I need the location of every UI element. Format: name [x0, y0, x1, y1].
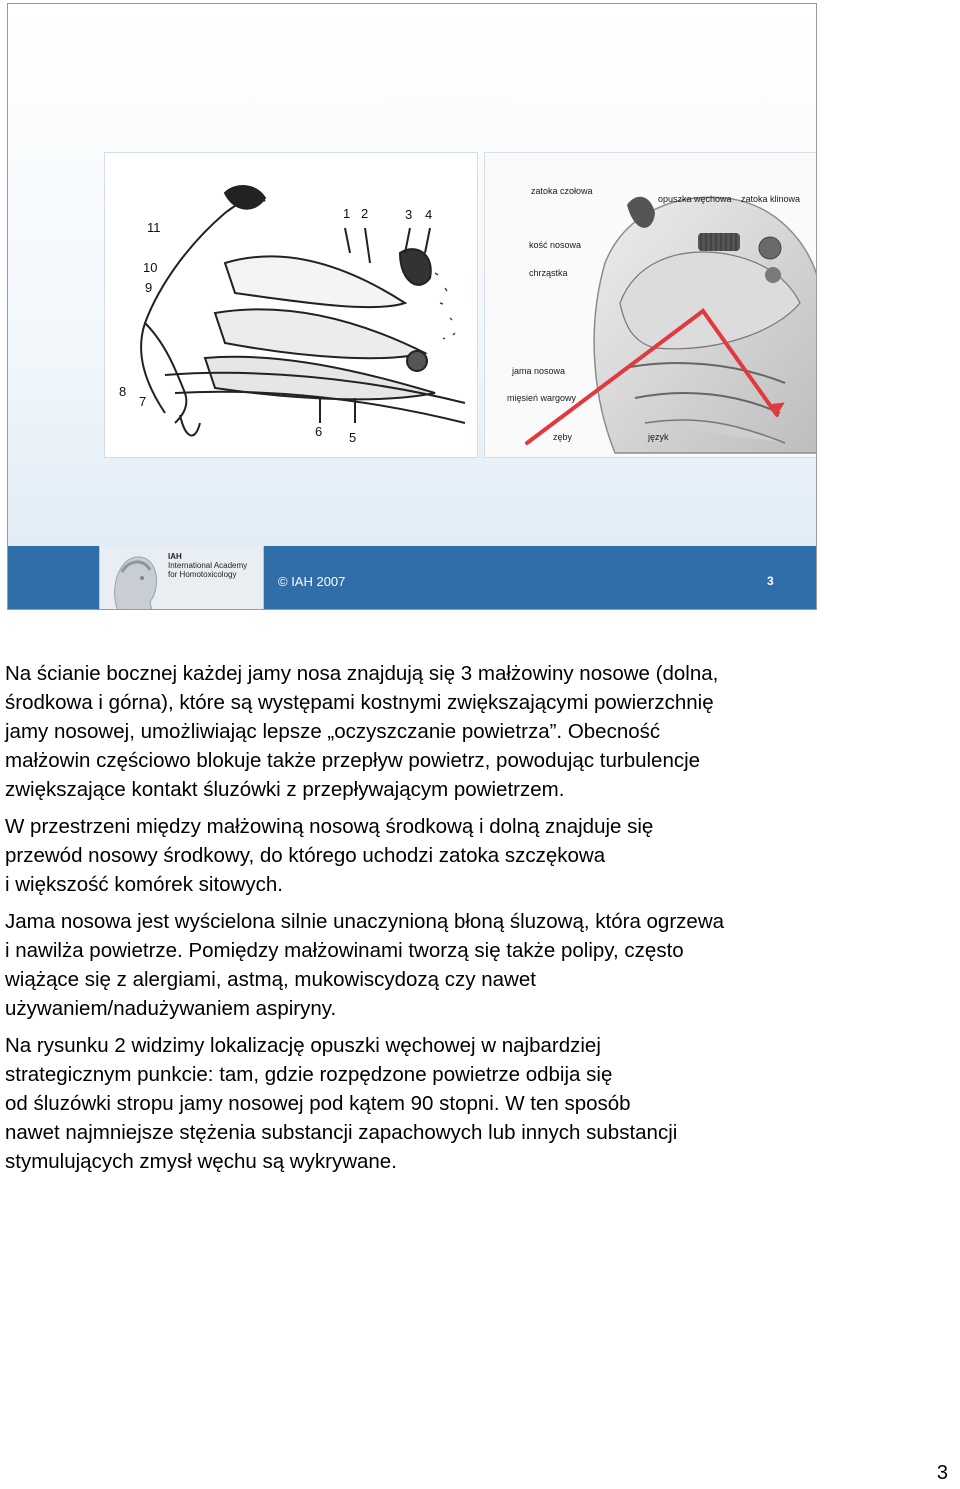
- logo-line-2: for Homotoxicology: [168, 570, 237, 579]
- text-line: strategicznym punkcie: tam, gdzie rozpędzone powietrze odbija się: [5, 1063, 613, 1086]
- fig-number-9: 9: [145, 280, 153, 295]
- text-line: stymulujących zmysł węchu są wykrywane.: [5, 1150, 397, 1173]
- logo-line-1: International Academy: [168, 561, 248, 570]
- text-line: nawet najmniejsze stężenia substancji zapachowych lub innych substancji: [5, 1121, 678, 1144]
- logo-text: [168, 552, 247, 579]
- text-line: Na rysunku 2 widzimy lokalizację opuszki węchowej w najbardziej: [5, 1034, 601, 1057]
- text-line: środkowa i górna), które są występami kostnymi zwiększającymi powierzchnię: [5, 691, 714, 714]
- iah-logo: [99, 546, 264, 610]
- fig-number-5: 5: [349, 430, 357, 445]
- label-nasal-cavity: jama nosowa: [512, 366, 566, 376]
- paragraph-4: [5, 1031, 905, 1176]
- text-line: Na ścianie bocznej każdej jamy nosa znajdują się 3 małżowiny nosowe (dolna,: [5, 662, 719, 685]
- fig-number-6: 6: [315, 424, 323, 439]
- slide: [7, 3, 817, 610]
- label-lip-muscle: mięsień wargowy: [507, 393, 577, 403]
- slide-footer: [8, 546, 816, 610]
- fig-number-8: 8: [119, 384, 127, 399]
- label-cartilage: chrząstka: [529, 268, 568, 278]
- label-tongue: język: [648, 432, 669, 442]
- page-number: 3: [936, 1462, 948, 1484]
- text-line: zwiększające kontakt śluzówki z przepływającym powietrzem.: [5, 778, 565, 801]
- fig-number-1: 1: [343, 206, 351, 221]
- text-line: używaniem/nadużywaniem aspiryny.: [5, 997, 337, 1020]
- fig-number-11: 11: [147, 220, 161, 235]
- text-line: Jama nosowa jest wyścielona silnie unaczynioną błoną śluzową, która ogrzewa: [5, 910, 725, 933]
- slide-number: 3: [767, 574, 774, 588]
- text-line: jamy nosowej, umożliwiając lepsze „oczyszczanie powietrza”. Obecność: [5, 720, 661, 743]
- label-teeth: zęby: [553, 432, 573, 442]
- text-line: od śluzówki stropu jamy nosowej pod kątem 90 stopni. W ten sposób: [5, 1092, 631, 1115]
- fig-number-2: 2: [361, 206, 369, 221]
- fig-number-4: 4: [425, 207, 433, 222]
- text-line: wiążące się z alergiami, astmą, mukowiscydozą czy nawet: [5, 968, 536, 991]
- text-line: przewód nosowy środkowy, do którego uchodzi zatoka szczękowa: [5, 844, 606, 867]
- nasal-cavity-line-drawing: [104, 152, 478, 458]
- sagittal-head-diagram: [484, 152, 817, 458]
- paragraph-1: [5, 659, 905, 804]
- text-line: małżowin częściowo blokuje także przepływ powietrz, powodując turbulencje: [5, 749, 701, 772]
- hahnemann-portrait-icon: [104, 546, 166, 610]
- paragraph-2: [5, 812, 905, 899]
- copyright-text: © IAH 2007: [278, 574, 346, 589]
- fig-number-3: 3: [405, 207, 413, 222]
- body-text: [5, 659, 905, 1184]
- nasal-line-art: [105, 153, 477, 457]
- paragraph-3: [5, 907, 905, 1023]
- text-line: W przestrzeni między małżowiną nosową środkową i dolną znajduje się: [5, 815, 654, 838]
- label-sphenoid-sinus: zatoka klinowa: [741, 194, 801, 204]
- fig-number-10: 10: [143, 260, 158, 275]
- text-line: i większość komórek sitowych.: [5, 873, 283, 896]
- logo-title: IAH: [168, 552, 182, 561]
- label-frontal-sinus: zatoka czołowa: [531, 186, 593, 196]
- label-nasal-bone: kość nosowa: [529, 240, 582, 250]
- label-olfactory-bulb: opuszka węchowa: [658, 194, 732, 204]
- fig-number-7: 7: [139, 394, 147, 409]
- text-line: i nawilża powietrze. Pomiędzy małżowinami tworzą się także polipy, często: [5, 939, 684, 962]
